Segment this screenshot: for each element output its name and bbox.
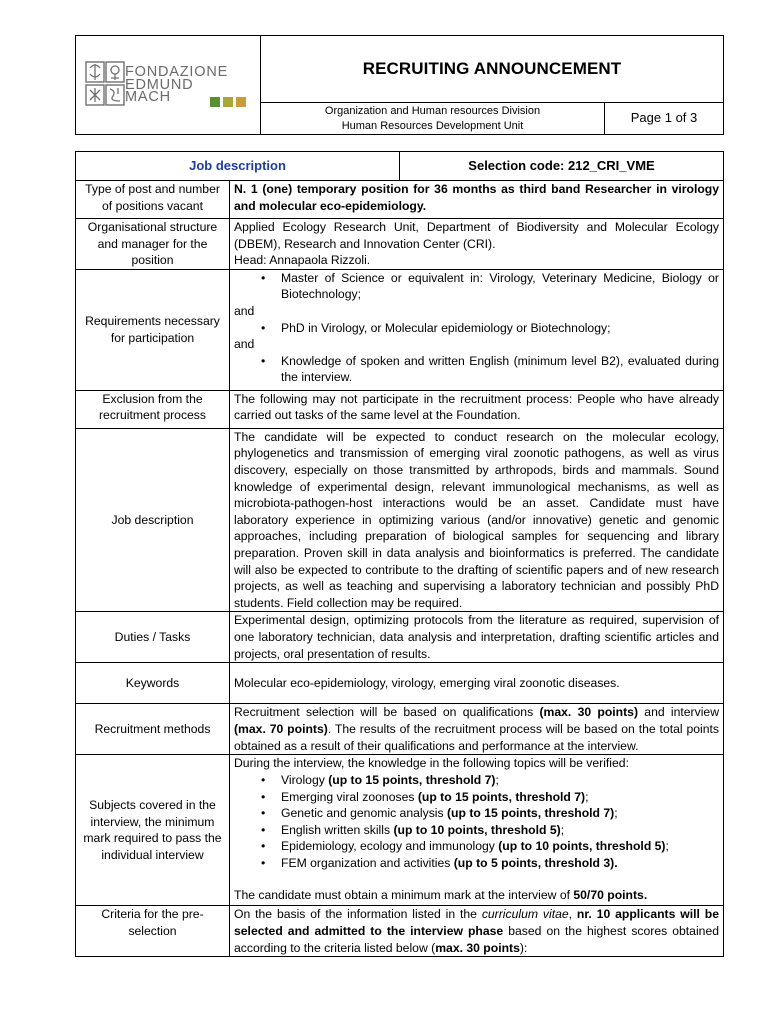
list-item: • Virology (up to 15 points, threshold 7); — [234, 772, 719, 789]
row-value: Molecular eco-epidemiology, virology, emerging viral zoonotic diseases. — [230, 663, 724, 704]
page-title: RECRUITING ANNOUNCEMENT — [261, 36, 723, 103]
row-value: N. 1 (one) temporary position for 36 months as third band Researcher in virology and molecular eco-epidemiology. — [230, 181, 724, 219]
job-description-table — [75, 151, 724, 957]
list-item: • Emerging viral zoonoses (up to 15 points, threshold 7); — [234, 789, 719, 806]
row-label: Exclusion from the recruitment process — [76, 390, 230, 428]
row-label: Type of post and number of positions vacant — [76, 181, 230, 219]
minimum-mark: The candidate must obtain a minimum mark at the interview of 50/70 points. — [234, 888, 648, 903]
table-row — [76, 269, 724, 390]
row-value: On the basis of the information listed in the curriculum vitae, nr. 10 applicants will be selected and admitted to the interview phase based on the highest scores obtained according to the criteria listed below (max. 30 points): — [230, 906, 724, 957]
table-row — [76, 428, 724, 612]
page-number: Page 1 of 3 — [630, 110, 698, 126]
row-label: Criteria for the pre-selection — [76, 906, 230, 957]
interview-topics-list — [234, 772, 719, 872]
row-label: Organisational structure and manager for the position — [76, 219, 230, 270]
row-value: During the interview, the knowledge in the following topics will be verified: • Virology (up to 15 points, threshold 7); • Emerging viral zoonoses (up to 15 points, threshold 7); • Genetic and genomic analysis (up to 15 points, threshold 7); • English written skills (up to 10 points, threshold 5); • Epidemiology, ecology and immunology (up to 10 points, threshold 5); • FEM organization and activities (up to 5 points, threshold 3). The candidate must obtain a minimum mark at the interview of 50/70 points. — [230, 755, 724, 906]
row-label: Duties / Tasks — [76, 612, 230, 663]
fondazione-logo-emblem-icon — [85, 58, 125, 110]
table-row — [76, 390, 724, 428]
list-item: • Master of Science or equivalent in: Virology, Veterinary Medicine, Biology or Biotechnology; — [234, 270, 719, 303]
row-value: The following may not participate in the recruitment process: People who have already carried out tasks of the same level at the Foundation. — [230, 390, 724, 428]
row-label: Keywords — [76, 663, 230, 704]
row-label: Recruitment methods — [76, 704, 230, 755]
organization-unit — [261, 103, 605, 134]
row-value: Experimental design, optimizing protocols from the literature as required, supervision of one laboratory technician, data analysis and interpretation, drafting scientific articles and projects, oral presentation of results. — [230, 612, 724, 663]
selection-code: Selection code: 212_CRI_VME — [400, 152, 724, 181]
org-division: Organization and Human resources Division — [324, 105, 541, 117]
table-row — [76, 755, 724, 906]
document-header — [75, 35, 724, 135]
row-label: Requirements necessary for participation — [76, 269, 230, 390]
row-value: • Master of Science or equivalent in: Virology, Veterinary Medicine, Biology or Biotechnology; and • PhD in Virology, or Molecular epidemiology or Biotechnology; and • Knowledge of spoken and written English (minimum level B2), evaluated during the interview. — [230, 269, 724, 390]
table-row — [76, 906, 724, 957]
row-label: Subjects covered in the interview, the minimum mark required to pass the individual interview — [76, 755, 230, 906]
list-item: • Knowledge of spoken and written English (minimum level B2), evaluated during the interview. — [234, 353, 719, 386]
list-item: • PhD in Virology, or Molecular epidemiology or Biotechnology; — [234, 320, 719, 337]
row-value: Recruitment selection will be based on qualifications (max. 30 points) and interview (max. 70 points). The results of the recruitment process will be based on the total points obtained as a result of their qualifications and performance at the interview. — [230, 704, 724, 755]
logo-square-green — [210, 97, 220, 107]
table-row — [76, 663, 724, 704]
list-item: • FEM organization and activities (up to 5 points, threshold 3). — [234, 855, 719, 872]
table-header-row — [76, 152, 724, 181]
row-value: The candidate will be expected to conduct research on the molecular ecology, phylogenetics and transmission of emerging viral zoonotic pathogens, as well as virus discovery, especially on those transmitted by arthropods, birds and mammals. Sound knowledge of experimental design, relevant immunological mechanisms, as well as microbiota-pathogen-host interactions would be an asset. Candidate must have laboratory experience in optimizing various (and/or innovative) genetic and genomic approaches, including preparation of biological samples for sequencing and library preparation. Proven skill in data analysis and bioinformatics is preferred. The candidate will also be expected to contribute to the drafting of scientific papers and of new research projects, as well as teaching and supervising a laboratory technician and possibly PhD students. Field collection may be required. — [230, 428, 724, 612]
list-item: • Genetic and genomic analysis (up to 15 points, threshold 7); — [234, 805, 719, 822]
row-value: Applied Ecology Research Unit, Department of Biodiversity and Molecular Ecology (DBEM), Research and Innovation Center (CRI). Head: Annapaola Rizzoli. — [230, 219, 724, 270]
logo-square-olive — [223, 97, 233, 107]
org-unit: Human Resources Development Unit — [341, 119, 524, 132]
list-item: • Epidemiology, ecology and immunology (up to 10 points, threshold 5); — [234, 838, 719, 855]
job-description-heading: Job description — [76, 152, 400, 181]
position-manager: Head: Annapaola Rizzoli. — [234, 253, 371, 268]
table-row — [76, 704, 724, 755]
table-row — [76, 612, 724, 663]
logo-cell — [76, 36, 261, 134]
table-row — [76, 219, 724, 270]
table-row — [76, 181, 724, 219]
row-label: Job description — [76, 428, 230, 612]
list-item: • English written skills (up to 10 points, threshold 5); — [234, 822, 719, 839]
logo-wordmark: FONDAZIONE EDMUND MACH — [125, 64, 229, 105]
logo-square-gold — [236, 97, 246, 107]
